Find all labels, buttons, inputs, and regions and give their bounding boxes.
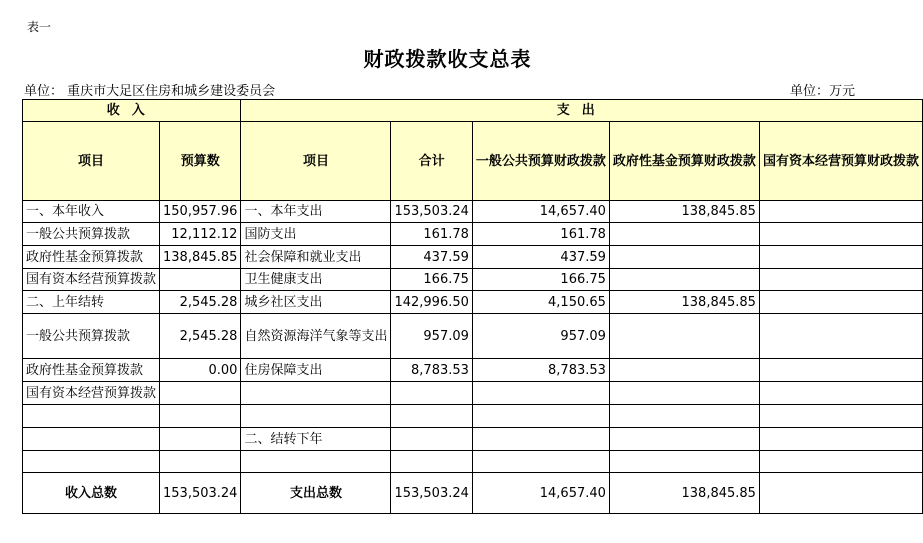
- income-total-label: 收入总数: [23, 473, 160, 514]
- cell-total: 161.78: [391, 223, 472, 246]
- general-total-value: 14,657.40: [472, 473, 609, 514]
- cell-income-item: 二、上年结转: [23, 291, 160, 314]
- cell-total: [391, 451, 472, 473]
- expense-header: 支出: [241, 100, 923, 122]
- cell-total: 437.59: [391, 246, 472, 269]
- cell-income-item: [23, 428, 160, 451]
- cell-fund: 138,845.85: [609, 201, 759, 223]
- cell-total: 142,996.50: [391, 291, 472, 314]
- unit-currency: 单位：万元: [790, 84, 856, 99]
- cell-expense-item: 城乡社区支出: [241, 291, 391, 314]
- table-row: [23, 314, 923, 359]
- cell-income-item: 国有资本经营预算拨款: [23, 269, 160, 291]
- income-header: 收入: [23, 100, 241, 122]
- cell-state: [759, 314, 922, 359]
- cell-income-value: 12,112.12: [160, 223, 241, 246]
- table-row: [23, 428, 923, 451]
- cell-total: [391, 382, 472, 405]
- cell-income-item: 政府性基金预算拨款: [23, 359, 160, 382]
- income-budget-header: 预算数: [160, 122, 241, 201]
- table-number: 表一: [27, 20, 52, 34]
- cell-income-item: 政府性基金预算拨款: [23, 246, 160, 269]
- cell-expense-item: 自然资源海洋气象等支出: [241, 314, 391, 359]
- cell-state: [759, 451, 922, 473]
- cell-state: [759, 269, 922, 291]
- cell-state: [759, 428, 922, 451]
- state-total-value: [759, 473, 922, 514]
- cell-income-item: 国有资本经营预算拨款: [23, 382, 160, 405]
- cell-total: [391, 428, 472, 451]
- table-row: [23, 451, 923, 473]
- cell-fund: 138,845.85: [609, 291, 759, 314]
- cell-income-value: 150,957.96: [160, 201, 241, 223]
- cell-state: [759, 246, 922, 269]
- income-item-header: 项目: [23, 122, 160, 201]
- cell-expense-item: 一、本年支出: [241, 201, 391, 223]
- cell-state: [759, 201, 922, 223]
- cell-general: 161.78: [472, 223, 609, 246]
- cell-expense-item: [241, 451, 391, 473]
- cell-general: 14,657.40: [472, 201, 609, 223]
- unit-organization: 单位： 重庆市大足区住房和城乡建设委员会: [24, 84, 276, 99]
- cell-income-value: 2,545.28: [160, 314, 241, 359]
- cell-income-value: 2,545.28: [160, 291, 241, 314]
- cell-state: [759, 359, 922, 382]
- cell-expense-item: 社会保障和就业支出: [241, 246, 391, 269]
- cell-general: [472, 451, 609, 473]
- expense-item-header: 项目: [241, 122, 391, 201]
- cell-fund: [609, 314, 759, 359]
- cell-fund: [609, 428, 759, 451]
- expense-total-label: 支出总数: [241, 473, 391, 514]
- cell-income-value: 138,845.85: [160, 246, 241, 269]
- cell-state: [759, 405, 922, 428]
- cell-general: [472, 428, 609, 451]
- table-row: [23, 201, 923, 223]
- cell-fund: [609, 451, 759, 473]
- cell-income-item: 一般公共预算拨款: [23, 223, 160, 246]
- cell-total: 166.75: [391, 269, 472, 291]
- table-row: [23, 291, 923, 314]
- cell-income-value: [160, 382, 241, 405]
- table-row: [23, 223, 923, 246]
- cell-total: 957.09: [391, 314, 472, 359]
- state-header: 国有资本经营预算财政拨款: [759, 122, 922, 201]
- cell-total: 8,783.53: [391, 359, 472, 382]
- cell-fund: [609, 382, 759, 405]
- cell-general: 166.75: [472, 269, 609, 291]
- cell-income-item: [23, 405, 160, 428]
- cell-income-item: [23, 451, 160, 473]
- cell-general: 4,150.65: [472, 291, 609, 314]
- cell-general: [472, 382, 609, 405]
- total-header: 合计: [391, 122, 472, 201]
- cell-general: 957.09: [472, 314, 609, 359]
- cell-income-value: [160, 269, 241, 291]
- cell-general: 437.59: [472, 246, 609, 269]
- cell-expense-item: 住房保障支出: [241, 359, 391, 382]
- cell-income-value: [160, 451, 241, 473]
- cell-expense-item: 卫生健康支出: [241, 269, 391, 291]
- cell-expense-item: 国防支出: [241, 223, 391, 246]
- cell-expense-item: 二、结转下年: [241, 428, 391, 451]
- cell-state: [759, 382, 922, 405]
- table-row: [23, 382, 923, 405]
- cell-fund: [609, 359, 759, 382]
- fund-total-value: 138,845.85: [609, 473, 759, 514]
- cell-fund: [609, 223, 759, 246]
- cell-state: [759, 223, 922, 246]
- general-header: 一般公共预算财政拨款: [472, 122, 609, 201]
- cell-income-item: 一般公共预算拨款: [23, 314, 160, 359]
- cell-total: [391, 405, 472, 428]
- table-row: [23, 269, 923, 291]
- cell-general: [472, 405, 609, 428]
- cell-total: 153,503.24: [391, 201, 472, 223]
- table-row: [23, 246, 923, 269]
- income-total-value: 153,503.24: [160, 473, 241, 514]
- cell-fund: [609, 246, 759, 269]
- cell-state: [759, 291, 922, 314]
- cell-income-value: [160, 405, 241, 428]
- cell-income-value: 0.00: [160, 359, 241, 382]
- cell-fund: [609, 269, 759, 291]
- cell-expense-item: [241, 382, 391, 405]
- expense-total-value: 153,503.24: [391, 473, 472, 514]
- table-row: [23, 405, 923, 428]
- table-row: [23, 359, 923, 382]
- cell-income-item: 一、本年收入: [23, 201, 160, 223]
- cell-fund: [609, 405, 759, 428]
- fund-header: 政府性基金预算财政拨款: [609, 122, 759, 201]
- cell-general: 8,783.53: [472, 359, 609, 382]
- cell-expense-item: [241, 405, 391, 428]
- page-title: 财政拨款收支总表: [363, 47, 532, 71]
- budget-table: [22, 99, 923, 514]
- cell-income-value: [160, 428, 241, 451]
